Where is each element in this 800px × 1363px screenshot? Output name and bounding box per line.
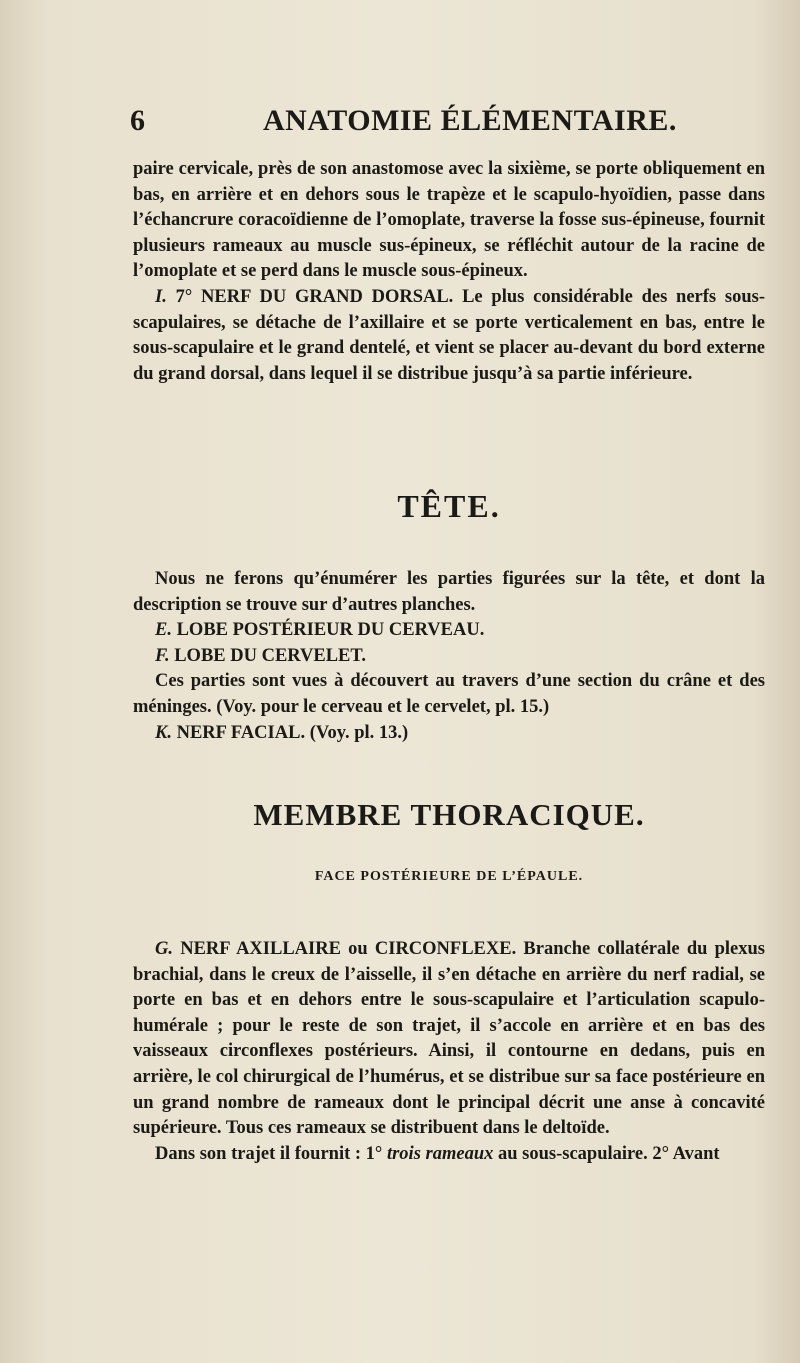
text-block-head [133, 567, 765, 746]
paragraph-nerf-axillaire [133, 937, 765, 1142]
paragraph-trajet [133, 1142, 765, 1168]
item-nerf-facial-text: NERF FACIAL. (Voy. pl. 13.) [171, 722, 409, 743]
paragraph-grand-dorsal-text: 7° NERF DU GRAND DORSAL. Le plus considérable des nerfs sous-scapulaires, se détache de l’axillaire et se porte verticalement en bas, entre le sous-scapulaire et le grand dentelé, et vient se placer au-devant du bord externe du grand dorsal, dans lequel il se distribue jusqu’à sa partie inférieure. [133, 286, 765, 384]
item-lobe-cervelet [133, 644, 765, 670]
section-title-tete: TÊTE. [397, 488, 501, 524]
subheading-face-posterieure: FACE POSTÉRIEURE DE L’ÉPAULE. [314, 869, 584, 884]
section-title-membre-thoracique: MEMBRE THORACIQUE. [253, 797, 645, 832]
item-lobe-cervelet-text: LOBE DU CERVELET. [169, 645, 366, 666]
page-header [130, 104, 770, 144]
item-lobe-posterieur-text: LOBE POSTÉRIEUR DU CERVEAU. [171, 620, 485, 641]
text-block-bottom [133, 937, 765, 1167]
paragraph-intro: Nous ne ferons qu’énumérer les parties figurées sur la tête, et dont la description se trouve sur d’autres planches. [133, 569, 765, 615]
paragraph-suprascapular: paire cervicale, près de son anastomose avec la sixième, se porte obliquement en bas, en arrière et en dehors sous le trapèze et le scapulo-hyoïdien, passe dans l’échancrure coracoïdienne de l’omoplate, traverse la fosse sus-épineuse, fournit plusieurs rameaux au muscle sus-épineux, se réfléchit autour de la racine de l’omoplate et se perd dans le muscle sous-épineux. [133, 159, 765, 282]
text-block-top [133, 157, 765, 387]
item-nerf-facial [133, 721, 765, 747]
running-title: ANATOMIE ÉLÉMENTAIRE. [263, 104, 677, 137]
item-lobe-posterieur [133, 618, 765, 644]
paragraph-section-crane: Ces parties sont vues à découvert au travers d’une section du crâne et des méninges. (Voy. pour le cerveau et le cervelet, pl. 15.) [133, 671, 765, 717]
figure-label-k: K. [155, 722, 172, 743]
figure-label-g: G. [155, 939, 173, 959]
paragraph-trajet-start: Dans son trajet il fournit : 1° [155, 1143, 387, 1164]
paragraph-grand-dorsal [133, 285, 765, 387]
paragraph-trajet-end: au sous-scapulaire. 2° Avant [493, 1143, 720, 1164]
paragraph-nerf-axillaire-text: NERF AXILLAIRE ou CIRCONFLEXE. Branche collatérale du plexus brachial, dans le creux de l’aisselle, il s’en détache en arrière du nerf radial, se porte en bas et en dehors entre le sous-scapulaire et l’articulation scapulo-humérale ; pour le reste de son trajet, il s’accole en arrière et en bas des vaisseaux circonflexes postérieurs. Ainsi, il contourne en dedans, puis en arrière, le col chirurgical de l’humérus, et se distribue sur sa face postérieure en un grand nombre de rameaux dont le principal décrit une anse à concavité supérieure. Tous ces rameaux se distribuent dans le deltoïde. [133, 939, 765, 1139]
paragraph-trajet-italic: trois rameaux [386, 1143, 494, 1164]
figure-label-e: E. [155, 620, 172, 641]
figure-label-i: I. [155, 286, 167, 307]
figure-label-f: F. [155, 645, 170, 666]
page-number: 6 [130, 104, 145, 137]
